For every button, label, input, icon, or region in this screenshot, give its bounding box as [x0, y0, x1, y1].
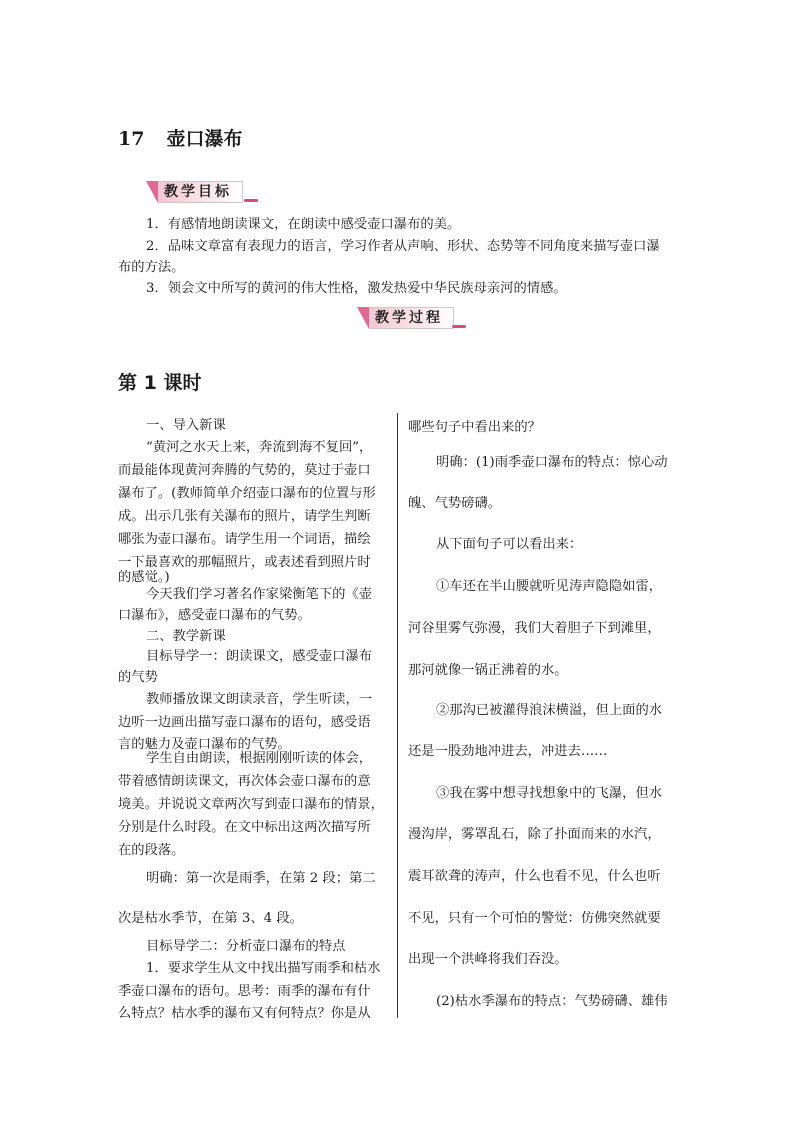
left-line: 明确：第一次是雨季，在第 2 段；第二	[146, 871, 376, 886]
banner-teaching-process	[357, 306, 454, 330]
banner-goals-tick	[244, 199, 258, 202]
banner-goals-label: 教学目标	[158, 181, 243, 203]
banner-accent-icon	[146, 181, 158, 203]
left-line: 而最能体现黄河奔腾的气势的，莫过于壶口	[118, 463, 371, 478]
right-line: 漫沟岸，雾罩乱石，除了扑面而来的水汽，	[408, 827, 661, 842]
left-line: 成。出示几张有关瀑布的照片，请学生判断	[118, 509, 371, 524]
left-line: 的气势	[118, 670, 158, 685]
left-line: “黄河之水天上来，奔流到海不复回”，	[146, 440, 373, 455]
right-line: 震耳欲聋的涛声，什么也看不见，什么也听	[408, 869, 661, 884]
right-line: (2)枯水季瀑布的特点：气势磅礴、雄伟	[436, 994, 668, 1009]
left-line: 边听一边画出描写壶口瀑布的语句，感受语	[118, 715, 371, 730]
objective-3: 3．领会文中所写的黄河的伟大性格，激发热爱中华民族母亲河的情感。	[146, 281, 567, 296]
banner-teaching-goals	[146, 180, 243, 204]
left-line: 二、教学新课	[146, 629, 226, 644]
objective-2: 2．品味文章富有表现力的语言，学习作者从声响、形状、态势等不同角度来描写壶口瀑	[146, 239, 660, 254]
right-line: 河谷里雾气弥漫，我们大着胆子下到滩里，	[408, 621, 661, 636]
left-line: 目标导学二：分析壶口瀑布的特点	[146, 939, 346, 954]
right-line: 从下面句子可以看出来：	[436, 537, 583, 552]
left-line: 目标导学一：朗读课文，感受壶口瀑布	[146, 649, 373, 664]
left-line: 教师播放课文朗读录音，学生听读，一	[146, 692, 373, 707]
right-line: 不见，只有一个可怕的警觉：仿佛突然就要	[408, 911, 661, 926]
left-line: 境美。并说说文章两次写到壶口瀑布的情景，	[118, 797, 384, 812]
lesson-number: 17	[118, 128, 145, 150]
objective-1: 1．有感情地朗读课文，在朗读中感受壶口瀑布的美。	[146, 217, 461, 232]
left-line: 在的段落。	[118, 843, 185, 858]
right-line: 哪些句子中看出来的？	[408, 420, 541, 435]
left-line: 瀑布了。(教师简单介绍壶口瀑布的位置与形	[118, 486, 376, 501]
left-line: 今天我们学习著名作家梁衡笔下的《壶	[146, 587, 373, 602]
lesson-title	[118, 124, 242, 151]
lesson-name: 壶口瀑布	[166, 128, 243, 150]
left-line: 的感觉。)	[118, 570, 170, 585]
left-line: 学生自由朗读，根据刚刚听读的体会，	[146, 751, 373, 766]
left-line: 么特点？枯水季的瀑布又有何特点？你是从	[118, 1006, 371, 1021]
right-line: 出现一个洪峰将我们吞没。	[408, 952, 568, 967]
banner-process-label: 教学过程	[369, 307, 454, 329]
objective-2-cont: 布的方法。	[118, 260, 185, 275]
right-line: ①车还在半山腰就听见涛声隐隐如雷，	[436, 579, 663, 594]
left-line: 一、导入新课	[146, 418, 226, 433]
left-line: 言的魅力及壶口瀑布的气势。	[118, 737, 291, 752]
right-line: 还是一股劲地冲进去，冲进去……	[408, 744, 608, 759]
banner-process-tick	[452, 325, 466, 328]
left-line: 季壶口瀑布的语句。思考：雨季的瀑布有什	[118, 984, 371, 999]
left-line: 带着感情朗读课文，再次体会壶口瀑布的意	[118, 774, 371, 789]
left-line: 次是枯水季节，在第 3、4 段。	[118, 911, 303, 926]
right-line: ②那沟已被灌得浪沫横溢，但上面的水	[436, 703, 663, 718]
column-divider	[397, 413, 398, 1018]
left-line: 1．要求学生从文中找出描写雨季和枯水	[146, 961, 381, 976]
right-line: 明确：(1)雨季壶口瀑布的特点：惊心动	[436, 455, 668, 470]
left-line: 口瀑布》，感受壶口瀑布的气势。	[118, 608, 311, 623]
right-line: 那河就像一锅正沸着的水。	[408, 663, 568, 678]
section-title: 第 1 课时	[118, 372, 202, 394]
left-line: 一下最喜欢的那幅照片，或表述看到照片时	[118, 555, 371, 570]
left-line: 分别是什么时段。在文中标出这两次描写所	[118, 820, 371, 835]
left-line: 哪张为壶口瀑布。请学生用一个词语，描绘	[118, 532, 371, 547]
banner-accent-icon	[357, 307, 369, 329]
right-line: ③我在雾中想寻找想象中的飞瀑，但水	[436, 786, 663, 801]
right-line: 魄、气势磅礴。	[408, 496, 502, 511]
